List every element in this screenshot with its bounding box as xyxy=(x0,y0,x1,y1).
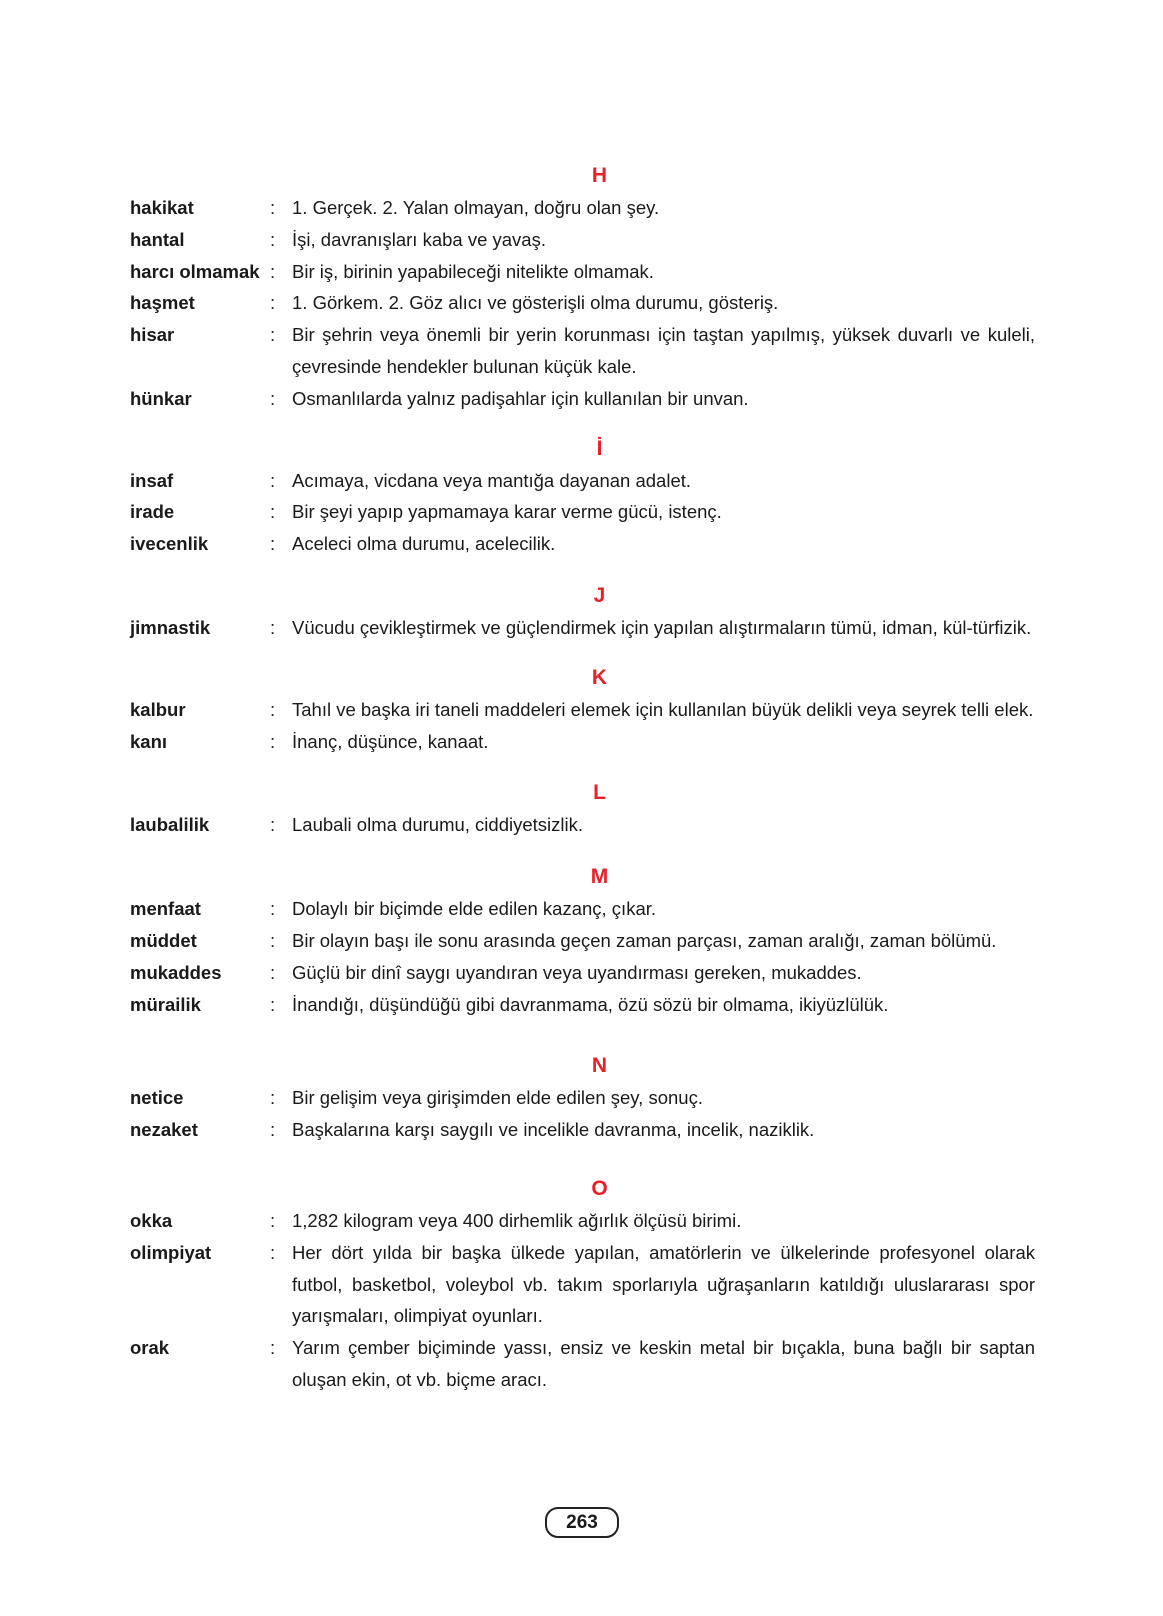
entry-definition: İnanç, düşünce, kanaat. xyxy=(292,730,489,752)
section-letter-heading: J xyxy=(593,583,606,607)
entry-separator: : xyxy=(270,961,276,983)
glossary-section xyxy=(130,662,1035,758)
entry-definition: Başkalarına karşı saygılı ve incelikle davranma, incelik, naziklik. xyxy=(292,1119,815,1141)
entry-definition: Vücudu çevikleştirmek ve güçlendirmek için yapılan alıştırmaların tümü, idman, kül-türfizik. xyxy=(292,616,1032,638)
entry-separator: : xyxy=(270,898,276,920)
entry-separator: : xyxy=(270,993,276,1015)
entry-term: hantal xyxy=(130,228,185,250)
entry-definition: Bir iş, birinin yapabileceği nitelikte olmamak. xyxy=(292,260,654,282)
section-letter-heading: İ xyxy=(596,436,603,460)
entry-term: harcı olmamak xyxy=(130,260,260,282)
entry-separator: : xyxy=(270,469,276,491)
entry-definition: Bir şehrin veya önemli bir yerin korunması için taştan yapılmış, yüksek duvarlı ve kuleli, çevresinde hendekler bulunan küçük kale. xyxy=(292,324,1035,377)
entry-term: hakikat xyxy=(130,197,194,218)
entry-separator: : xyxy=(270,929,276,951)
glossary-entry xyxy=(130,1082,1035,1114)
entry-term: hisar xyxy=(130,324,175,346)
page-number: 263 xyxy=(545,1507,619,1538)
entry-definition: Yarım çember biçiminde yassı, ensiz ve keskin metal bir bıçakla, buna bağlı bir saptan oluşan ekin, ot vb. biçme aracı. xyxy=(292,1337,1035,1390)
entry-separator: : xyxy=(270,1087,276,1109)
entry-term: laubalilik xyxy=(130,814,210,836)
glossary-entry xyxy=(130,528,1035,560)
entry-separator: : xyxy=(270,533,276,555)
glossary-entry xyxy=(130,957,1035,989)
entry-definition: 1. Gerçek. 2. Yalan olmayan, doğru olan şey. xyxy=(292,197,660,218)
entry-separator: : xyxy=(270,1119,276,1141)
glossary-entry xyxy=(130,989,1035,1021)
entry-separator: : xyxy=(270,387,276,409)
entry-separator: : xyxy=(270,197,276,218)
glossary-entry xyxy=(130,694,1035,726)
entry-definition: Osmanlılarda yalnız padişahlar için kullanılan bir unvan. xyxy=(292,387,749,409)
entry-term: hünkar xyxy=(130,387,192,409)
entry-term: okka xyxy=(130,1209,173,1231)
glossary-entry xyxy=(130,224,1035,256)
entry-term: müddet xyxy=(130,929,197,951)
section-letter-heading: H xyxy=(591,164,608,187)
glossary-entry xyxy=(130,465,1035,497)
entry-term: irade xyxy=(130,501,175,523)
glossary-entry xyxy=(130,496,1035,528)
section-letter-heading: L xyxy=(593,781,606,805)
entry-separator: : xyxy=(270,260,276,282)
glossary-entry xyxy=(130,612,1035,644)
glossary-entry xyxy=(130,287,1035,319)
entry-separator: : xyxy=(270,616,276,638)
entry-term: orak xyxy=(130,1337,170,1359)
glossary-entry xyxy=(130,809,1035,841)
entry-term: ivecenlik xyxy=(130,533,209,555)
entry-term: olimpiyat xyxy=(130,1241,212,1263)
glossary-section xyxy=(130,160,1035,415)
entry-term: mukaddes xyxy=(130,961,222,983)
entry-term: kalbur xyxy=(130,698,186,720)
entry-definition: 1,282 kilogram veya 400 dirhemlik ağırlık ölçüsü birimi. xyxy=(292,1209,742,1231)
entry-term: jimnastik xyxy=(130,616,211,638)
entry-definition: İnandığı, düşündüğü gibi davranmama, özü sözü bir olmama, ikiyüzlülük. xyxy=(292,993,889,1015)
entry-separator: : xyxy=(270,814,276,836)
entry-separator: : xyxy=(270,1209,276,1231)
entry-term: nezaket xyxy=(130,1119,198,1141)
glossary-entry xyxy=(130,925,1035,957)
glossary-section xyxy=(130,1173,1035,1396)
glossary-entry xyxy=(130,726,1035,758)
glossary-section xyxy=(130,861,1035,1020)
glossary-section xyxy=(130,580,1035,644)
entry-separator: : xyxy=(270,1241,276,1263)
entry-term: menfaat xyxy=(130,898,201,920)
section-letter-heading: O xyxy=(591,1176,608,1200)
glossary-entry xyxy=(130,383,1035,415)
entry-definition: Dolaylı bir biçimde elde edilen kazanç, çıkar. xyxy=(292,898,657,920)
entry-definition: Aceleci olma durumu, acelecilik. xyxy=(292,533,556,555)
entry-definition: 1. Görkem. 2. Göz alıcı ve gösterişli olma durumu, gösteriş. xyxy=(292,292,779,314)
glossary-entry xyxy=(130,1114,1035,1146)
entry-definition: Her dört yılda bir başka ülkede yapılan, amatörlerin ve ülkelerinde profesyonel olarak futbol, basketbol, voleybol vb. takım sporlarıyla uğraşanların katıldığı uluslararası spor yarışmaları, olimpiyat oyunları. xyxy=(292,1241,1035,1327)
glossary-section xyxy=(130,433,1035,560)
section-letter-heading: M xyxy=(590,865,609,889)
section-letter-heading: N xyxy=(591,1054,608,1078)
glossary-entry xyxy=(130,893,1035,925)
entry-definition: Bir olayın başı ile sonu arasında geçen zaman parçası, zaman aralığı, zaman bölümü. xyxy=(292,929,997,951)
section-letter-heading: K xyxy=(591,665,608,689)
glossary-entry xyxy=(130,1332,1035,1396)
entry-separator: : xyxy=(270,730,276,752)
entry-definition: Acımaya, vicdana veya mantığa dayanan adalet. xyxy=(292,469,692,491)
entry-definition: Tahıl ve başka iri taneli maddeleri elemek için kullanılan büyük delikli veya seyrek telli elek. xyxy=(292,698,1034,720)
entry-term: netice xyxy=(130,1087,184,1109)
glossary-entry xyxy=(130,192,1035,224)
entry-term: mürailik xyxy=(130,993,201,1015)
entry-separator: : xyxy=(270,228,276,250)
glossary-section xyxy=(130,1050,1035,1146)
glossary-entry xyxy=(130,256,1035,288)
entry-definition: İşi, davranışları kaba ve yavaş. xyxy=(292,228,546,250)
glossary-entry xyxy=(130,319,1035,383)
entry-definition: Güçlü bir dinî saygı uyandıran veya uyandırması gereken, mukaddes. xyxy=(292,961,862,983)
entry-definition: Bir şeyi yapıp yapmamaya karar verme gücü, istenç. xyxy=(292,501,722,523)
entry-definition: Bir gelişim veya girişimden elde edilen şey, sonuç. xyxy=(292,1087,703,1109)
glossary-section xyxy=(130,777,1035,841)
entry-term: kanı xyxy=(130,730,168,752)
entry-term: insaf xyxy=(130,469,174,491)
glossary xyxy=(130,160,1035,1396)
entry-term: haşmet xyxy=(130,292,195,314)
entry-separator: : xyxy=(270,292,276,314)
entry-separator: : xyxy=(270,1337,276,1359)
entry-separator: : xyxy=(270,698,276,720)
glossary-entry xyxy=(130,1237,1035,1332)
entry-definition: Laubali olma durumu, ciddiyetsizlik. xyxy=(292,814,583,836)
entry-separator: : xyxy=(270,324,276,346)
entry-separator: : xyxy=(270,501,276,523)
glossary-entry xyxy=(130,1205,1035,1237)
